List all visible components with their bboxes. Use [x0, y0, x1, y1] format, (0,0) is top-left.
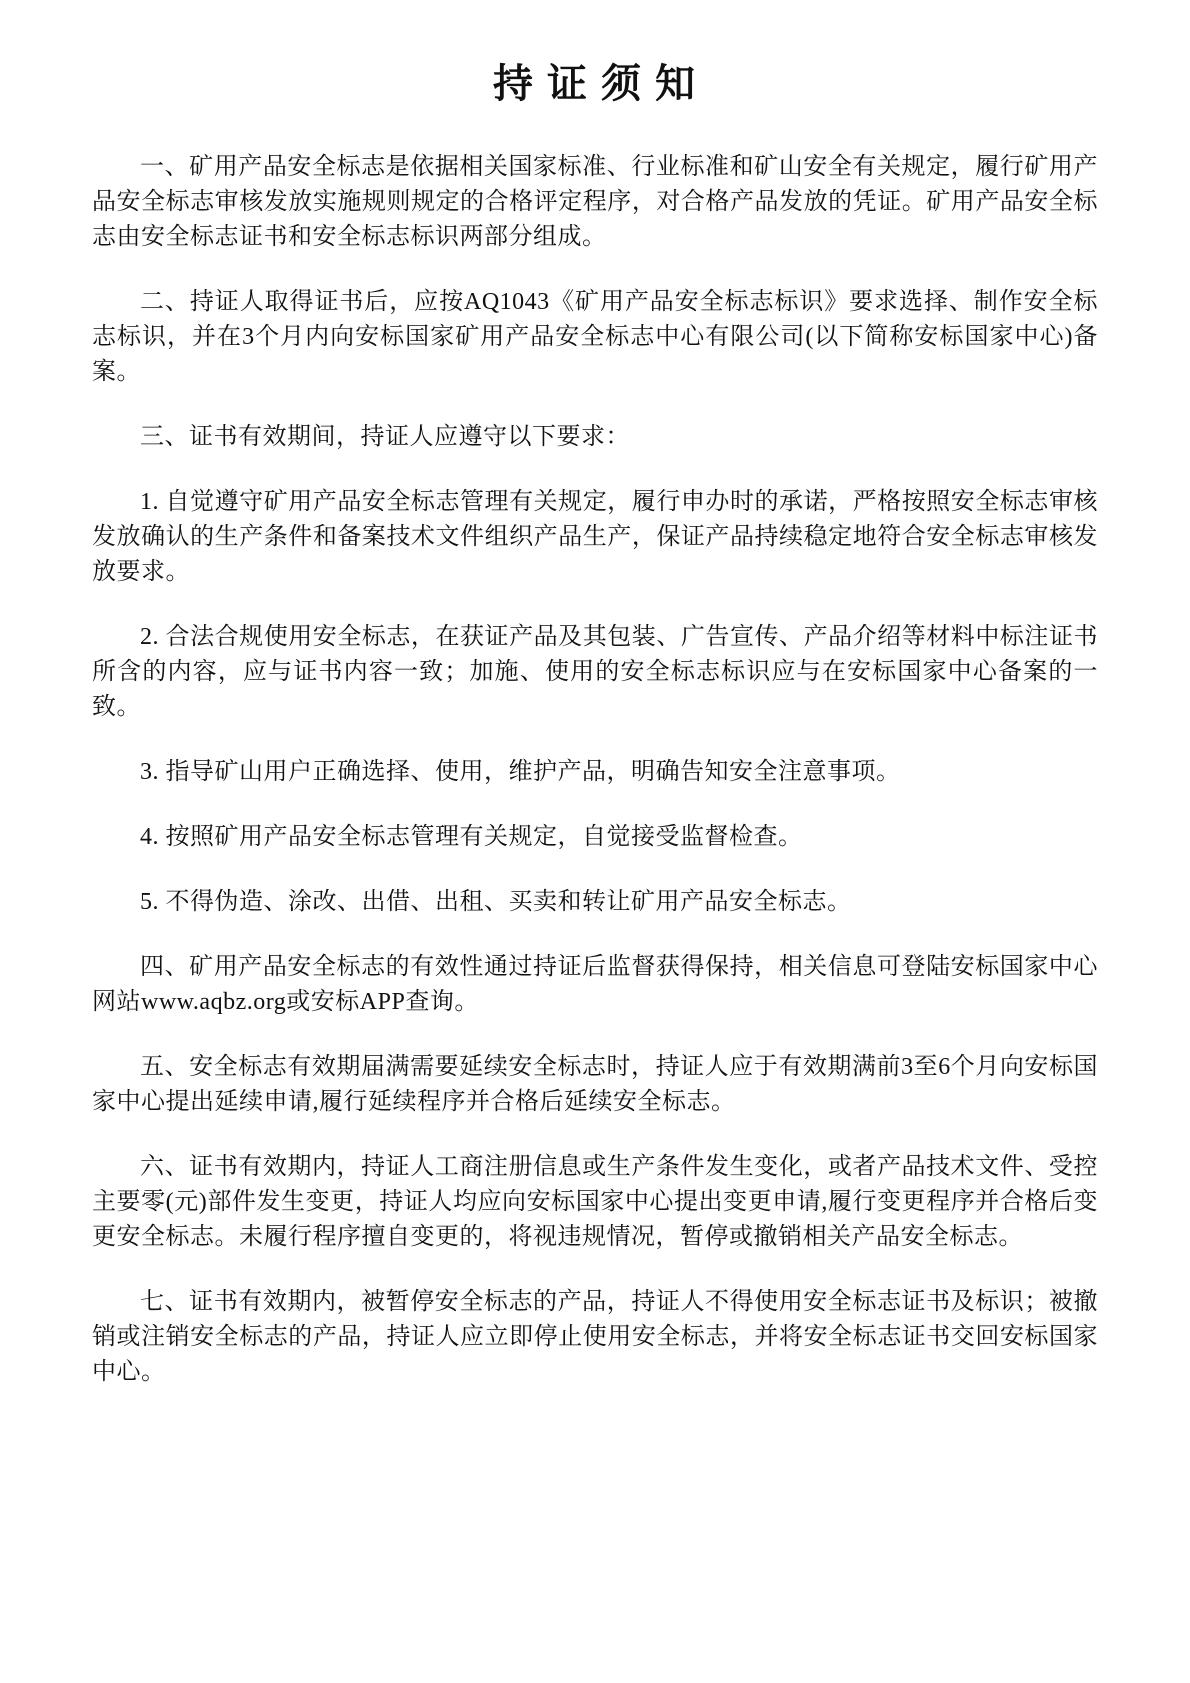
paragraph-3-item-5: 5. 不得伪造、涂改、出借、出租、买卖和转让矿用产品安全标志。: [140, 889, 852, 915]
paragraph-6: 六、证书有效期内，持证人工商注册信息或生产条件发生变化，或者产品技术文件、受控主要零(元)部件发生变更，持证人均应向安标国家中心提出变更申请,履行变更程序并合格后变更安全标志。未履行程序擅自变更的，将视违规情况，暂停或撤销相关产品安全标志。: [92, 1154, 1098, 1250]
page-title: 持 证 须 知: [493, 61, 697, 106]
paragraph-3-item-1: 1. 自觉遵守矿用产品安全标志管理有关规定，履行申办时的承诺，严格按照安全标志审核发放确认的生产条件和备案技术文件组织产品生产，保证产品持续稳定地符合安全标志审核发放要求。: [92, 489, 1098, 585]
paragraph-7: 七、证书有效期内，被暂停安全标志的产品，持证人不得使用安全标志证书及标识；被撤销或注销安全标志的产品，持证人应立即停止使用安全标志，并将安全标志证书交回安标国家中心。: [92, 1289, 1098, 1385]
paragraph-1: 一、矿用产品安全标志是依据相关国家标准、行业标准和矿山安全有关规定，履行矿用产品安全标志审核发放实施规则规定的合格评定程序，对合格产品发放的凭证。矿用产品安全标志由安全标志证书和安全标志标识两部分组成。: [92, 154, 1098, 250]
paragraph-3: 三、证书有效期间，持证人应遵守以下要求：: [140, 424, 630, 450]
paragraph-2: 二、持证人取得证书后，应按AQ1043《矿用产品安全标志标识》要求选择、制作安全标志标识，并在3个月内向安标国家矿用产品安全标志中心有限公司(以下简称安标国家中心)备案。: [92, 289, 1098, 385]
paragraph-4: 四、矿用产品安全标志的有效性通过持证后监督获得保持，相关信息可登陆安标国家中心网站www.aqbz.org或安标APP查询。: [92, 954, 1098, 1015]
paragraph-3-item-4: 4. 按照矿用产品安全标志管理有关规定，自觉接受监督检查。: [140, 824, 803, 850]
paragraph-3-item-3: 3. 指导矿山用户正确选择、使用，维护产品，明确告知安全注意事项。: [140, 759, 901, 785]
paragraph-3-item-2: 2. 合法合规使用安全标志，在获证产品及其包装、广告宣传、产品介绍等材料中标注证书所含的内容，应与证书内容一致；加施、使用的安全标志标识应与在安标国家中心备案的一致。: [92, 624, 1098, 720]
paragraph-5: 五、安全标志有效期届满需要延续安全标志时，持证人应于有效期满前3至6个月向安标国家中心提出延续申请,履行延续程序并合格后延续安全标志。: [92, 1054, 1098, 1115]
